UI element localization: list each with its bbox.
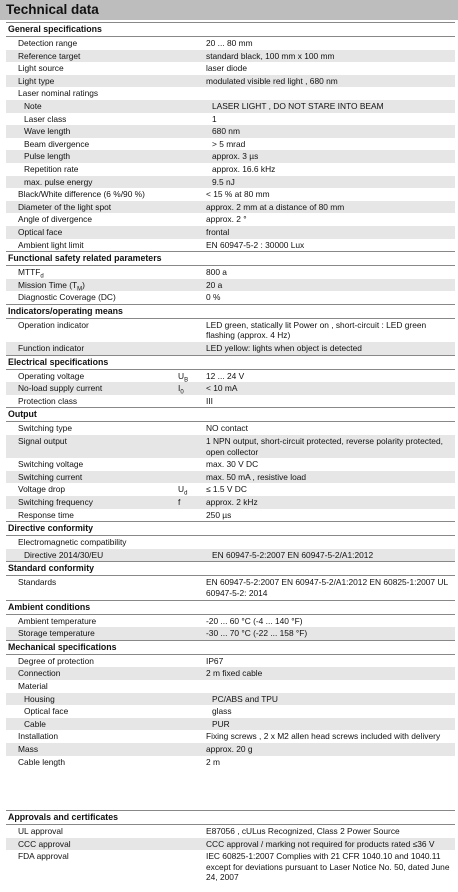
spec-row (6, 125, 455, 138)
spec-label: Mission Time $(T_M)$ (18, 279, 85, 293)
spec-row (6, 37, 455, 50)
spec-value: 680 nm (212, 126, 240, 137)
section-heading-electrical-specifications: Electrical specifications (6, 355, 455, 370)
spec-row (6, 50, 455, 63)
spec-row (6, 693, 455, 706)
spec-label: Diagnostic Coverage (DC) (18, 292, 116, 303)
spec-value: -20 ... 60 °C (-4 ... 140 °F) (206, 615, 303, 626)
spec-label: Light type (18, 75, 55, 86)
spec-symbol: $I_0$ (178, 383, 184, 396)
spec-row (6, 718, 455, 731)
section-heading-functional-safety-related-parameters: Functional safety related parameters (6, 251, 455, 266)
spec-row (6, 576, 455, 599)
spec-value: frontal (206, 226, 230, 237)
spec-row (6, 188, 455, 201)
spec-value: PC/ABS and TPU (212, 693, 278, 704)
spec-label: Repetition rate (24, 163, 79, 174)
spec-value: EN 60947-5-2 : 30000 Lux (206, 239, 305, 250)
spec-value: LED yellow: lights when object is detected (206, 343, 362, 354)
spec-row (6, 100, 455, 113)
spec-symbol: f (178, 497, 181, 507)
spec-row (6, 536, 455, 549)
spec-label: Standards (18, 577, 57, 588)
spec-row (6, 680, 455, 693)
spec-row (6, 422, 455, 435)
section-heading-mechanical-specifications: Mechanical specifications (6, 640, 455, 655)
approval-value: E87056 , cULus Recognized, Class 2 Power Source (206, 826, 400, 836)
spec-label: Ambient temperature (18, 615, 97, 626)
spec-row (6, 509, 455, 522)
spec-row (6, 266, 455, 279)
spec-row (6, 62, 455, 75)
spec-value: ≤ 1.5 V DC (206, 484, 247, 495)
spec-value: 1 NPN output, short-circuit protected, reverse polarity protected, open collector (206, 436, 443, 457)
spec-row (6, 667, 455, 680)
spec-row (6, 201, 455, 214)
spec-value: 20 a (206, 279, 223, 290)
spec-value: IP67 (206, 655, 224, 666)
spec-value: LED green, statically lit Power on , short-circuit : LED green flashing (approx. 4 Hz) (206, 319, 427, 341)
spec-value: laser diode (206, 63, 247, 74)
spec-label: Connection (18, 668, 61, 679)
spec-symbol: $U_B$ (178, 370, 189, 384)
spec-row (6, 627, 455, 640)
spec-label: Wave length (24, 126, 71, 137)
spec-value: III (206, 395, 213, 406)
spec-row (6, 435, 455, 458)
spec-value: Fixing screws , 2 x M2 allen head screws included with delivery (206, 731, 441, 742)
approval-row (6, 825, 455, 838)
section-heading-indicators-operating-means: Indicators/operating means (6, 304, 455, 319)
spec-label: Switching current (18, 471, 83, 482)
spec-row (6, 483, 455, 496)
spec-value: approx. 2 kHz (206, 497, 258, 507)
spec-label: Switching frequency (18, 497, 93, 507)
spec-label: Material (18, 680, 48, 691)
spec-label: Angle of divergence (18, 214, 93, 225)
page-title: Technical data (0, 0, 458, 20)
spec-label: Beam divergence (24, 138, 90, 149)
approvals-table (6, 810, 455, 884)
approval-label: UL approval (18, 826, 63, 836)
spec-value: EN 60947-5-2:2007 EN 60947-5-2/A1:2012 (212, 549, 374, 560)
spec-label: Ambient light limit (18, 239, 84, 250)
spec-row (6, 226, 455, 239)
spec-row (6, 549, 455, 562)
spec-label: Operation indicator (18, 319, 89, 330)
spec-value: modulated visible red light , 680 nm (206, 75, 338, 86)
spec-row (6, 496, 455, 509)
spec-value: 2 m fixed cable (206, 668, 263, 679)
spec-row (6, 615, 455, 628)
spec-row (6, 87, 455, 100)
spec-label: Optical face (24, 706, 69, 717)
spec-label: Degree of protection (18, 655, 94, 666)
spec-value: max. 50 mA , resistive load (206, 471, 307, 482)
spec-label: Light source (18, 63, 64, 74)
spec-row (6, 150, 455, 163)
approval-value: CCC approval / marking not required for products rated ≤36 V (206, 838, 435, 849)
spec-value: 250 µs (206, 509, 232, 520)
spec-table (6, 22, 455, 768)
spec-label: Black/White difference (6 %/90 %) (18, 189, 145, 200)
spec-label: Voltage drop (18, 484, 66, 495)
spec-value: 12 ... 24 V (206, 370, 245, 381)
spec-row (6, 176, 455, 189)
spec-label: Detection range (18, 38, 78, 48)
spec-value: 9.5 nJ (212, 176, 235, 187)
spec-label: Switching voltage (18, 459, 84, 470)
spec-value: < 15 % at 80 mm (206, 189, 270, 200)
spec-row (6, 75, 455, 88)
spec-value: 0 % (206, 292, 221, 303)
section-heading-standard-conformity: Standard conformity (6, 561, 455, 576)
spec-value: approx. 16.6 kHz (212, 163, 276, 174)
spec-row (6, 319, 455, 342)
spec-row (6, 756, 455, 769)
spec-value: PUR (212, 718, 230, 729)
spec-value: approx. 2 mm at a distance of 80 mm (206, 201, 345, 212)
spec-label: Storage temperature (18, 628, 95, 639)
spec-value: 2 m (206, 756, 220, 767)
spec-value: approx. 3 µs (212, 151, 259, 162)
spec-value: approx. 2 ° (206, 214, 247, 225)
spec-label: Laser nominal ratings (18, 88, 99, 99)
spec-row (6, 458, 455, 471)
spec-label: Note (24, 100, 42, 111)
spec-label: Optical face (18, 226, 63, 237)
spec-row (6, 163, 455, 176)
spec-label: Switching type (18, 423, 72, 434)
spec-row (6, 471, 455, 484)
spec-row (6, 342, 455, 355)
section-heading-directive-conformity: Directive conformity (6, 521, 455, 536)
spec-label: Protection class (18, 395, 78, 406)
spec-value: 20 ... 80 mm (206, 38, 253, 48)
spec-row (6, 705, 455, 718)
spec-label: Housing (24, 693, 55, 704)
spec-label: Response time (18, 509, 74, 520)
approval-row (6, 838, 455, 851)
spec-label: No-load supply current (18, 383, 103, 394)
spec-label: Mass (18, 743, 39, 754)
section-heading-output: Output (6, 407, 455, 422)
spec-label: Laser class (24, 113, 67, 124)
spec-value: 1 (212, 113, 217, 124)
spec-row (6, 395, 455, 408)
approval-label: CCC approval (18, 838, 71, 849)
spec-row (6, 382, 455, 395)
spec-row (6, 291, 455, 304)
approval-value: IEC 60825-1:2007 Complies with 21 CFR 1040.10 and 1040.11 except for deviations pursuant to Laser Notice No. 50, dated June 24, 2007 (206, 851, 450, 883)
spec-row (6, 138, 455, 151)
spec-value: EN 60947-5-2:2007 EN 60947-5-2/A1:2012 EN 60825-1:2007 UL 60947-5-2: 2014 (206, 577, 448, 598)
spec-value: max. 30 V DC (206, 459, 259, 470)
spec-label: Signal output (18, 436, 67, 447)
spec-symbol: $U_d$ (178, 484, 188, 498)
spec-value: 800 a (206, 267, 227, 278)
spec-value: LASER LIGHT , DO NOT STARE INTO BEAM (212, 100, 384, 111)
section-heading-ambient-conditions: Ambient conditions (6, 600, 455, 615)
section-heading-general-specifications: General specifications (6, 22, 455, 37)
spec-row (6, 113, 455, 126)
spec-row (6, 239, 455, 252)
spec-value: standard black, 100 mm x 100 mm (206, 50, 335, 61)
spec-row (6, 655, 455, 668)
spec-value: < 10 mA (206, 383, 238, 394)
spec-row (6, 743, 455, 756)
spec-label: Diameter of the light spot (18, 201, 112, 212)
approval-label: FDA approval (18, 851, 69, 862)
spec-row (6, 279, 455, 292)
spec-label: Reference target (18, 50, 81, 61)
spec-row (6, 213, 455, 226)
spec-label: Operating voltage (18, 370, 85, 381)
spec-label: Function indicator (18, 343, 85, 354)
spec-label: max. pulse energy (24, 176, 93, 187)
spec-label: Pulse length (24, 151, 71, 162)
spec-row (6, 370, 455, 383)
spec-value: glass (212, 706, 232, 717)
spec-value: NO contact (206, 423, 248, 434)
approval-row (6, 850, 455, 884)
spec-value: -30 ... 70 °C (-22 ... 158 °F) (206, 628, 308, 639)
spec-label: Cable (24, 718, 46, 729)
spec-label: $MTTF_d$ (18, 267, 44, 280)
spec-value: approx. 20 g (206, 743, 253, 754)
section-heading-approvals: Approvals and certificates (6, 810, 455, 825)
spec-label: Cable length (18, 756, 66, 767)
spec-label: Electromagnetic compatibility (18, 537, 127, 548)
spec-value: > 5 mrad (212, 138, 246, 149)
spec-row (6, 730, 455, 743)
spec-label: Installation (18, 731, 59, 742)
spec-label: Directive 2014/30/EU (24, 549, 104, 560)
